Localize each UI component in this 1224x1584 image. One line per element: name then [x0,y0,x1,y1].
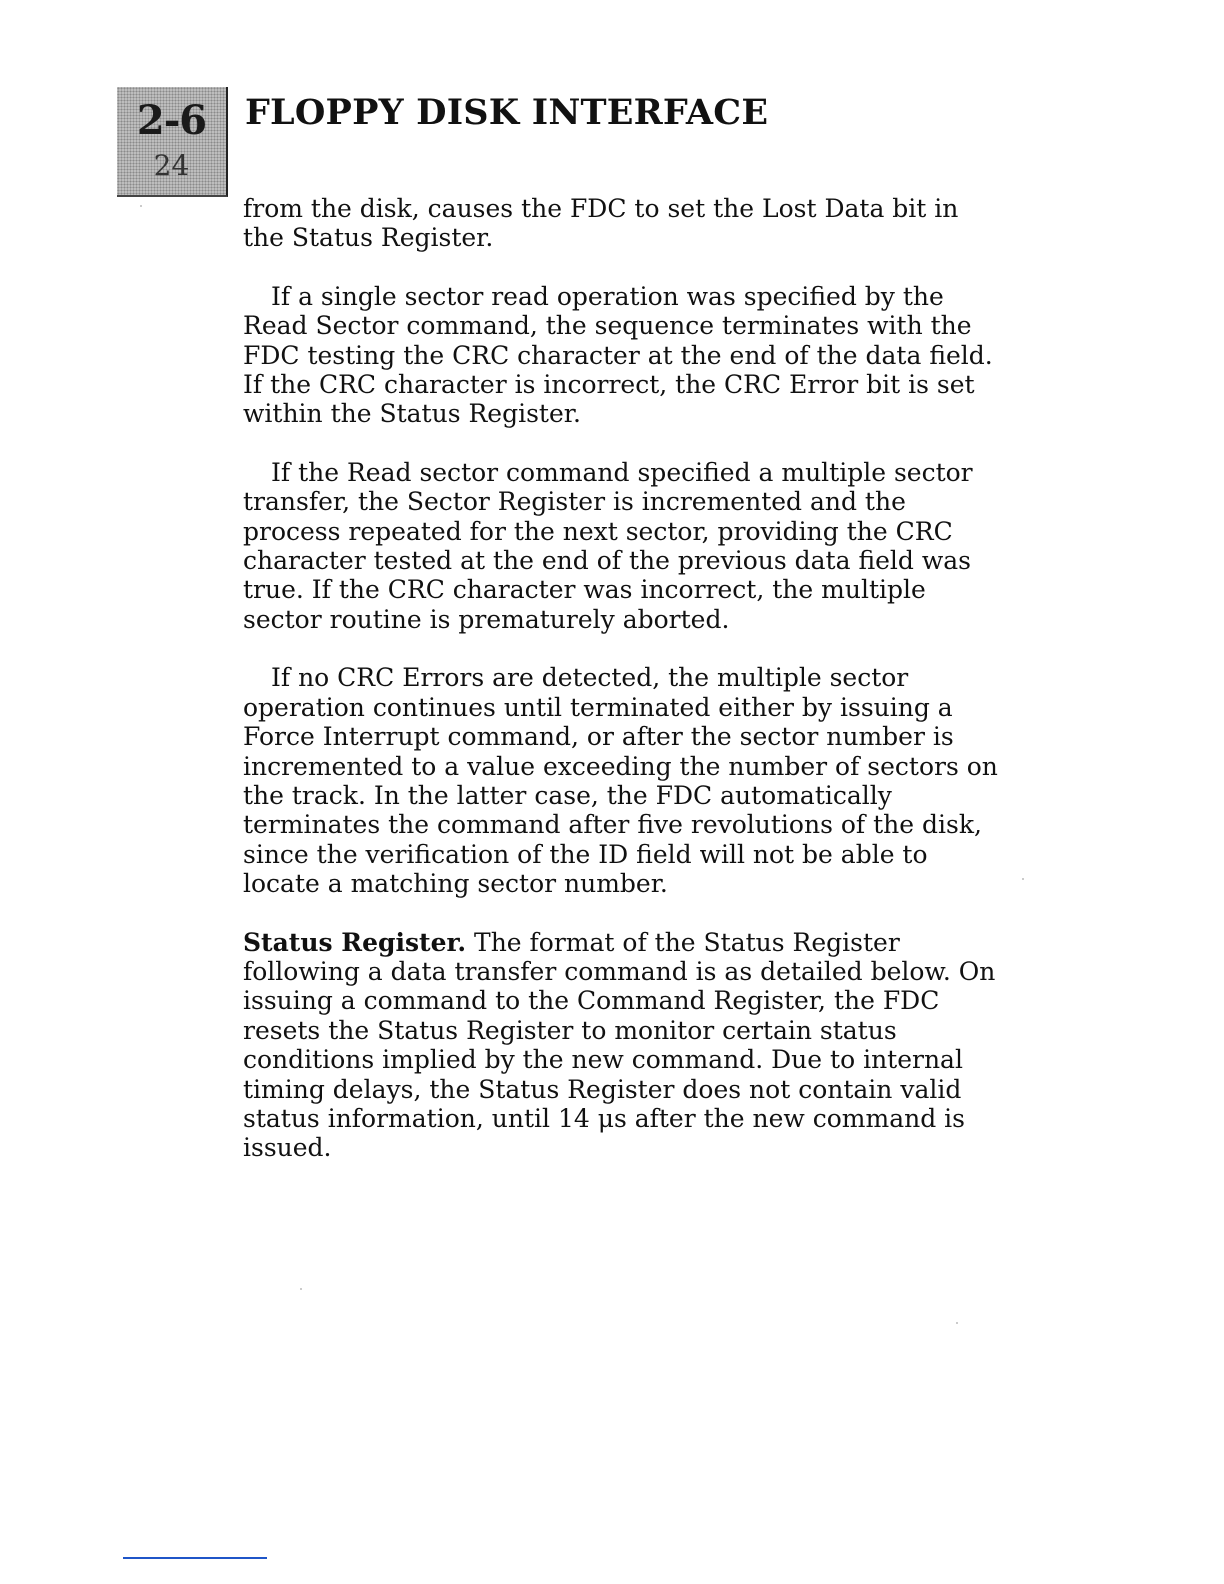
page-number: 24 [153,149,190,182]
chapter-title: FLOPPY DISK INTERFACE [245,92,769,133]
status-register-heading: Status Register. [243,927,467,957]
paragraph-status-register [243,928,1003,1163]
scan-speck [956,1322,958,1324]
scan-speck [140,205,142,207]
section-badge [117,87,228,197]
scan-speck [1022,878,1024,880]
paragraph-single-sector-read: If a single sector read operation was specified by the Read Sector command, the sequence terminates with the FDC testing the CRC character at the end of the data field. If the CRC character is incorrect, the CRC Error bit is set within the Status Register. [243,281,993,429]
footer-rule [123,1557,267,1559]
section-number: 2-6 [136,97,207,144]
scan-speck [300,1288,302,1290]
paragraph-continuation: from the disk, causes the FDC to set the Lost Data bit in the Status Register. [243,194,959,253]
body-text [243,194,1003,1192]
paragraph-no-crc-errors: If no CRC Errors are detected, the multiple sector operation continues until terminated either by issuing a Force Interrupt command, or after the sector number is incremented to a value exceeding the number of sectors on the track. In the latter case, the FDC automatically terminates the command after five revolutions of the disk, since the verification of the ID field will not be able to locate a matching sector number. [243,663,998,899]
status-register-text: The format of the Status Register following a data transfer command is as detailed below. On issuing a command to the Command Register, the FDC resets the Status Register to monitor certain status conditions implied by the new command. Due to internal timing delays, the Status Register does not contain valid status information, until 14 μs after the new command is issued. [243,927,996,1163]
paragraph-multiple-sector-transfer: If the Read sector command specified a multiple sector transfer, the Sector Register is incremented and the process repeated for the next sector, providing the CRC character tested at the end of the previous data field was true. If the CRC character was incorrect, the multiple sector routine is prematurely aborted. [243,457,973,634]
